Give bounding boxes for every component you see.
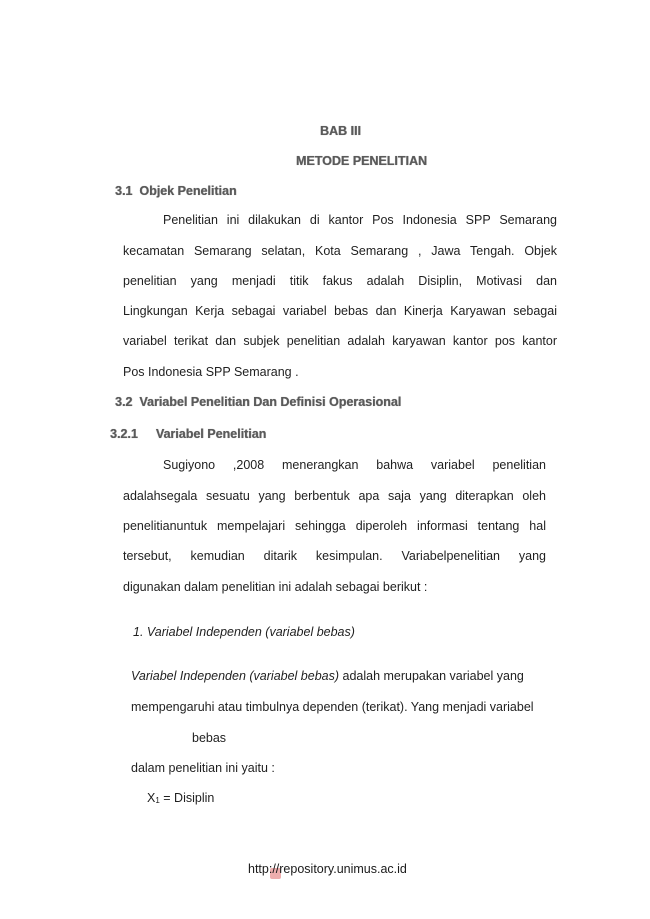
paragraph-2-line: Sugiyono ,2008 menerangkan bahwa variabel penelitian <box>163 458 546 472</box>
paragraph-1-line: Penelitian ini dilakukan di kantor Pos Indonesia SPP Semarang <box>163 213 557 227</box>
paragraph-3-line: dalam penelitian ini yaitu : <box>131 761 275 775</box>
paragraph-1-line: kecamatan Semarang selatan, Kota Semarang , Jawa Tengah. Objek <box>123 244 557 258</box>
section-heading-variabel <box>115 395 401 409</box>
paragraph-1-line: variabel terikat dan subjek penelitian adalah karyawan kantor pos kantor <box>123 334 557 348</box>
section-heading-objek <box>115 184 237 198</box>
paragraph-3-line: Variabel Independen (variabel bebas) adalah merupakan variabel yang <box>131 669 524 683</box>
subsection-heading <box>110 427 266 441</box>
formula-x1: X1 = Disiplin <box>147 791 215 805</box>
chapter-title: METODE PENELITIAN <box>296 154 428 168</box>
section-title: Variabel Penelitian Dan Definisi Operasional <box>139 395 402 409</box>
list-item-variabel-independen: 1. Variabel Independen (variabel bebas) <box>133 625 355 639</box>
paragraph-1-line: penelitian yang menjadi titik fakus adalah Disiplin, Motivasi dan <box>123 274 557 288</box>
paragraph-1-line: Lingkungan Kerja sebagai variabel bebas dan Kinerja Karyawan sebagai <box>123 304 557 318</box>
paragraph-2-line: digunakan dalam penelitian ini adalah sebagai berikut : <box>123 580 428 594</box>
italic-term: Variabel Independen (variabel bebas) <box>131 669 340 683</box>
paragraph-2-line: tersebut, kemudian ditarik kesimpulan. Variabelpenelitian yang <box>123 549 546 563</box>
section-number: 3.1 <box>115 184 133 198</box>
footer-url[interactable]: http://repository.unimus.ac.id <box>248 862 407 876</box>
section-number: 3.2 <box>115 395 133 409</box>
paragraph-2-line: penelitianuntuk mempelajari sehingga diperoleh informasi tentang hal <box>123 519 546 533</box>
paragraph-2-line: adalahsegala sesuatu yang berbentuk apa saja yang diterapkan oleh <box>123 489 546 503</box>
paragraph-1-line: Pos Indonesia SPP Semarang . <box>123 365 299 379</box>
section-title: Objek Penelitian <box>139 184 237 198</box>
chapter-heading: BAB III <box>320 124 361 138</box>
paragraph-3-line: bebas <box>192 731 227 745</box>
subsection-number: 3.2.1 <box>110 427 138 441</box>
subsection-title: Variabel Penelitian <box>155 427 267 441</box>
paragraph-3-line: mempengaruhi atau timbulnya dependen (terikat). Yang menjadi variabel <box>131 700 534 714</box>
